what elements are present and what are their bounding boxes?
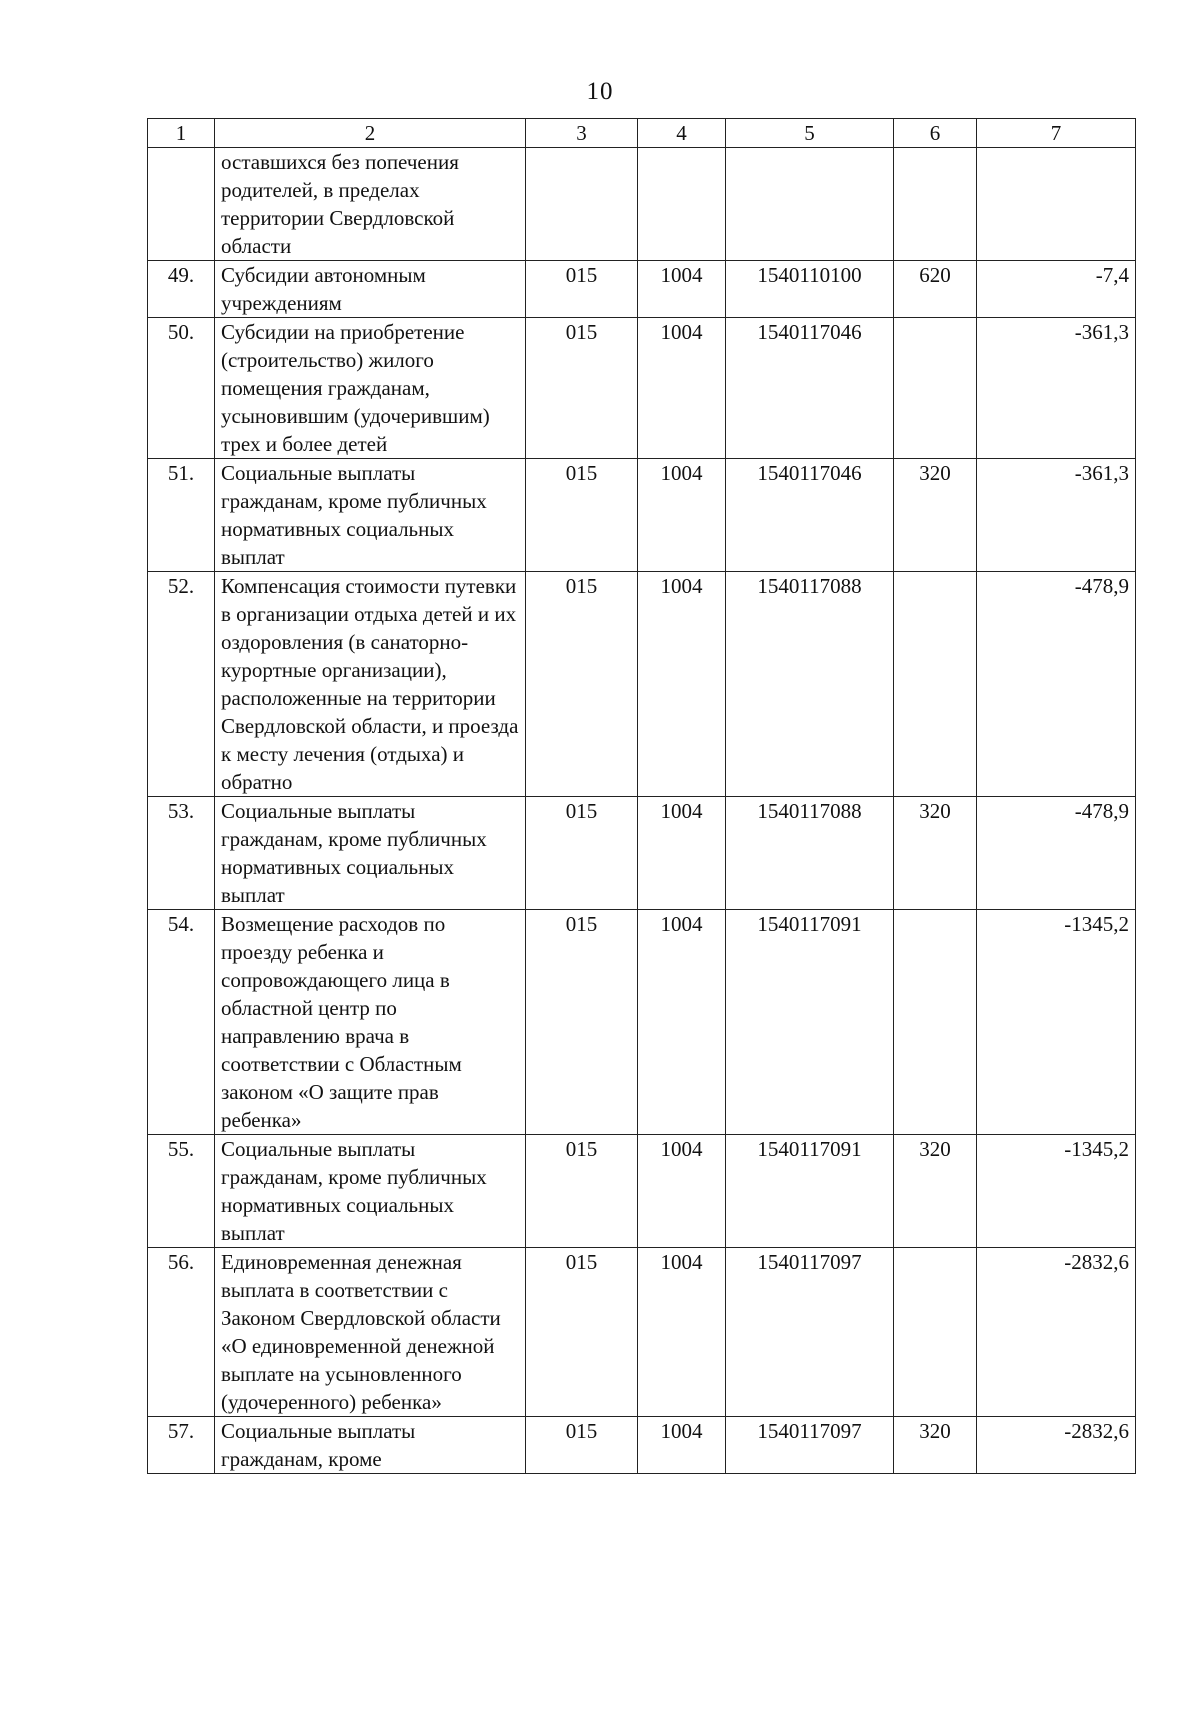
expense-type-code	[894, 318, 977, 459]
amount: -478,9	[977, 797, 1136, 910]
row-number	[148, 148, 215, 261]
table-row	[148, 318, 1136, 459]
expense-type-code	[894, 910, 977, 1135]
section-code: 1004	[638, 318, 726, 459]
expense-type-code: 320	[894, 459, 977, 572]
target-article-code: 1540117097	[726, 1248, 894, 1417]
section-code: 1004	[638, 1135, 726, 1248]
target-article-code: 1540117091	[726, 1135, 894, 1248]
expense-type-code	[894, 148, 977, 261]
section-code	[638, 148, 726, 261]
target-article-code: 1540110100	[726, 261, 894, 318]
row-description: Единовременная денежная выплата в соответствии с Законом Свердловской области «О единовременной денежной выплате на усыновленного (удочеренного) ребенка»	[215, 1248, 526, 1417]
amount: -1345,2	[977, 910, 1136, 1135]
section-code: 1004	[638, 459, 726, 572]
page-number: 10	[586, 78, 614, 105]
column-header: 3	[526, 119, 638, 148]
table-row	[148, 1135, 1136, 1248]
row-description: Социальные выплаты гражданам, кроме	[215, 1417, 526, 1474]
row-description: Компенсация стоимости путевки в организации отдыха детей и их оздоровления (в санаторно-курортные организации), расположенные на территории Свердловской области, и проезда к месту лечения (отдыха) и обратно	[215, 572, 526, 797]
expense-type-code	[894, 1248, 977, 1417]
row-number: 52.	[148, 572, 215, 797]
ministry-code: 015	[526, 459, 638, 572]
target-article-code: 1540117091	[726, 910, 894, 1135]
ministry-code: 015	[526, 572, 638, 797]
ministry-code: 015	[526, 797, 638, 910]
target-article-code: 1540117088	[726, 797, 894, 910]
row-number: 49.	[148, 261, 215, 318]
row-description: Социальные выплаты гражданам, кроме публичных нормативных социальных выплат	[215, 797, 526, 910]
amount: -2832,6	[977, 1417, 1136, 1474]
amount	[977, 148, 1136, 261]
budget-table	[147, 118, 1136, 1474]
column-header: 2	[215, 119, 526, 148]
amount: -361,3	[977, 318, 1136, 459]
row-description: Субсидии на приобретение (строительство) жилого помещения гражданам, усыновившим (удочерившим) трех и более детей	[215, 318, 526, 459]
row-number: 50.	[148, 318, 215, 459]
expense-type-code	[894, 572, 977, 797]
target-article-code	[726, 148, 894, 261]
table-row	[148, 261, 1136, 318]
row-description: Возмещение расходов по проезду ребенка и сопровождающего лица в областной центр по направлению врача в соответствии с Областным законом «О защите прав ребенка»	[215, 910, 526, 1135]
expense-type-code: 320	[894, 1417, 977, 1474]
column-header: 5	[726, 119, 894, 148]
section-code: 1004	[638, 261, 726, 318]
amount: -1345,2	[977, 1135, 1136, 1248]
expense-type-code: 320	[894, 797, 977, 910]
column-header: 4	[638, 119, 726, 148]
table-row	[148, 572, 1136, 797]
section-code: 1004	[638, 572, 726, 797]
table-header-row	[148, 119, 1136, 148]
row-number: 54.	[148, 910, 215, 1135]
row-number: 51.	[148, 459, 215, 572]
row-description: оставшихся без попечения родителей, в пределах территории Свердловской области	[215, 148, 526, 261]
column-header: 6	[894, 119, 977, 148]
section-code: 1004	[638, 1417, 726, 1474]
table-row	[148, 1248, 1136, 1417]
row-number: 53.	[148, 797, 215, 910]
section-code: 1004	[638, 797, 726, 910]
row-description: Социальные выплаты гражданам, кроме публичных нормативных социальных выплат	[215, 1135, 526, 1248]
amount: -2832,6	[977, 1248, 1136, 1417]
row-number: 57.	[148, 1417, 215, 1474]
target-article-code: 1540117088	[726, 572, 894, 797]
ministry-code	[526, 148, 638, 261]
expense-type-code: 320	[894, 1135, 977, 1248]
row-description: Социальные выплаты гражданам, кроме публичных нормативных социальных выплат	[215, 459, 526, 572]
row-number: 56.	[148, 1248, 215, 1417]
amount: -7,4	[977, 261, 1136, 318]
table-row	[148, 459, 1136, 572]
column-header: 1	[148, 119, 215, 148]
ministry-code: 015	[526, 1417, 638, 1474]
section-code: 1004	[638, 910, 726, 1135]
target-article-code: 1540117097	[726, 1417, 894, 1474]
ministry-code: 015	[526, 1248, 638, 1417]
ministry-code: 015	[526, 910, 638, 1135]
column-header: 7	[977, 119, 1136, 148]
target-article-code: 1540117046	[726, 459, 894, 572]
section-code: 1004	[638, 1248, 726, 1417]
ministry-code: 015	[526, 261, 638, 318]
table-row	[148, 1417, 1136, 1474]
table-row	[148, 148, 1136, 261]
amount: -361,3	[977, 459, 1136, 572]
expense-type-code: 620	[894, 261, 977, 318]
table-row	[148, 797, 1136, 910]
target-article-code: 1540117046	[726, 318, 894, 459]
amount: -478,9	[977, 572, 1136, 797]
row-number: 55.	[148, 1135, 215, 1248]
ministry-code: 015	[526, 318, 638, 459]
table-row	[148, 910, 1136, 1135]
row-description: Субсидии автономным учреждениям	[215, 261, 526, 318]
ministry-code: 015	[526, 1135, 638, 1248]
